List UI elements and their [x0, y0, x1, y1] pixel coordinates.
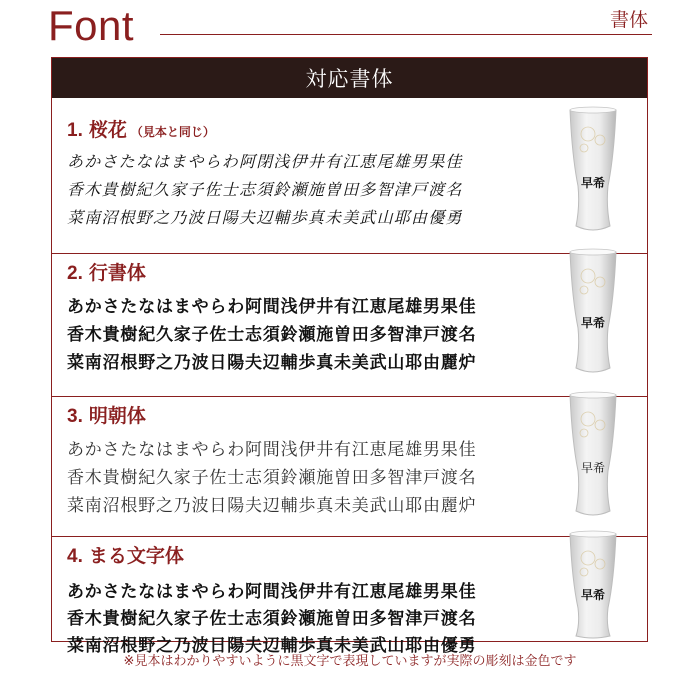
sample-line: 菜南沼根野之乃波日陽夫辺輔歩真未美武山耶由優勇: [67, 636, 477, 656]
sample-line: 菜南沼根野之乃波日陽夫辺輔歩真未美武山耶由麗炉: [67, 353, 477, 373]
header-rule: [160, 34, 652, 35]
sample-line: あかさたなはまやらわ阿閉浅伊井有江恵尾雄男果佳: [67, 152, 463, 171]
font-option-name: まる文字体: [88, 546, 184, 567]
font-option-number: 1.: [67, 120, 83, 141]
section-divider: [52, 253, 647, 254]
font-option-maru: [52, 541, 647, 656]
font-option-heading: [67, 258, 146, 285]
sample-line: 香木貴樹紀久家子佐士志須鈴瀬施曽田多智津戸渡名: [67, 468, 477, 488]
sample-line: 香木貴樹紀久家子佐士志須鈴瀬施曽田多智津戸渡名: [67, 609, 477, 629]
glass-preview: [564, 106, 622, 238]
font-option-mincho: [52, 401, 647, 537]
glass-engraving: 早希: [580, 316, 605, 330]
font-option-sakura: [52, 115, 647, 251]
sample-line: 香木貴樹紀久家子佐士志須鈴瀬施曽田多智津戸渡名: [67, 180, 463, 199]
font-option-number: 3.: [67, 406, 83, 427]
footnote: ※見本はわかりやすいように黒文字で表現していますが実際の彫刻は金色です: [123, 654, 577, 669]
font-option-heading: [67, 401, 146, 428]
font-option-number: 4.: [67, 546, 83, 567]
section-divider: [52, 536, 647, 537]
font-option-note: （見本と同じ）: [130, 125, 215, 139]
sample-line: 菜南沼根野之乃波日陽夫辺輔歩真未美武山耶由優勇: [67, 208, 463, 227]
sample-line: あかさたなはまやらわ阿間浅伊井有江恵尾雄男果佳: [67, 297, 477, 317]
sample-line: 菜南沼根野之乃波日陽夫辺輔歩真未美武山耶由麗炉: [67, 496, 477, 516]
font-option-heading: [67, 541, 184, 568]
font-option-gyosho: [52, 258, 647, 394]
glass-engraving: 早希: [580, 461, 605, 475]
page-title: Font: [48, 2, 135, 49]
glass-engraving: 早希: [580, 588, 605, 602]
font-option-name: 行書体: [88, 263, 146, 284]
glass-engraving: 早希: [580, 176, 605, 190]
sample-line: あかさたなはまやらわ阿間浅伊井有江恵尾雄男果佳: [67, 582, 477, 602]
section-divider: [52, 396, 647, 397]
font-option-number: 2.: [67, 263, 83, 284]
sample-line: 香木貴樹紀久家子佐士志須鈴瀬施曽田多智津戸渡名: [67, 325, 477, 345]
font-option-heading: [67, 115, 215, 142]
header-right-label: 書体: [609, 9, 648, 31]
font-option-name: 桜花: [88, 120, 127, 141]
sample-line: あかさたなはまやらわ阿間浅伊井有江恵尾雄男果佳: [67, 440, 477, 460]
font-options-panel: [51, 57, 648, 656]
glass-preview: [564, 530, 622, 640]
font-option-name: 明朝体: [88, 406, 146, 427]
glass-preview: [564, 391, 622, 523]
panel-banner: 対応書体: [52, 58, 647, 98]
glass-preview: [564, 248, 622, 380]
